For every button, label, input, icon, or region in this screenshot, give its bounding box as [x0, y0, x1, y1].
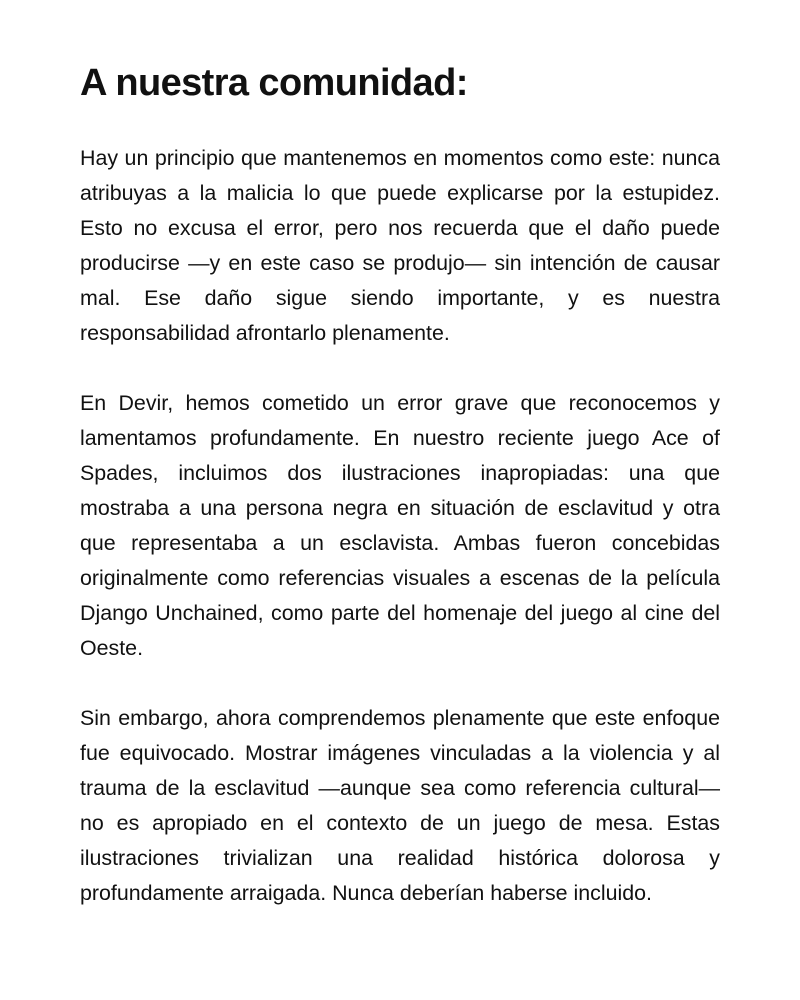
paragraph-principle: Hay un principio que mantenemos en momentos como este: nunca atribuyas a la malicia lo que puede explicarse por la estupidez. Esto no excusa el error, pero nos recuerda que el daño puede producirse —y en este caso se produjo— sin intención de causar mal. Ese daño sigue siendo importante, y es nuestra responsabilidad afrontarlo plenamente.: [80, 146, 720, 345]
page-title: A nuestra comunidad:: [80, 62, 468, 104]
paragraph-error: En Devir, hemos cometido un error grave que reconocemos y lamentamos profundamente. En nuestro reciente juego Ace of Spades, incluimos dos ilustraciones inapropiadas: una que mostraba a una persona negra en situación de esclavitud y otra que representaba a un esclavista. Ambas fueron concebidas originalmente como referencias visuales a escenas de la película Django Unchained, como parte del homenaje del juego al cine del Oeste.: [80, 391, 720, 660]
paragraph-apology: Sin embargo, ahora comprendemos plenamente que este enfoque fue equivocado. Mostrar imágenes vinculadas a la violencia y al trauma de la esclavitud —aunque sea como referencia cultural— no es apropiado en el contexto de un juego de mesa. Estas ilustraciones trivializan una realidad histórica dolorosa y profundamente arraigada. Nunca deberían haberse incluido.: [80, 706, 720, 905]
statement-document: [80, 52, 720, 911]
